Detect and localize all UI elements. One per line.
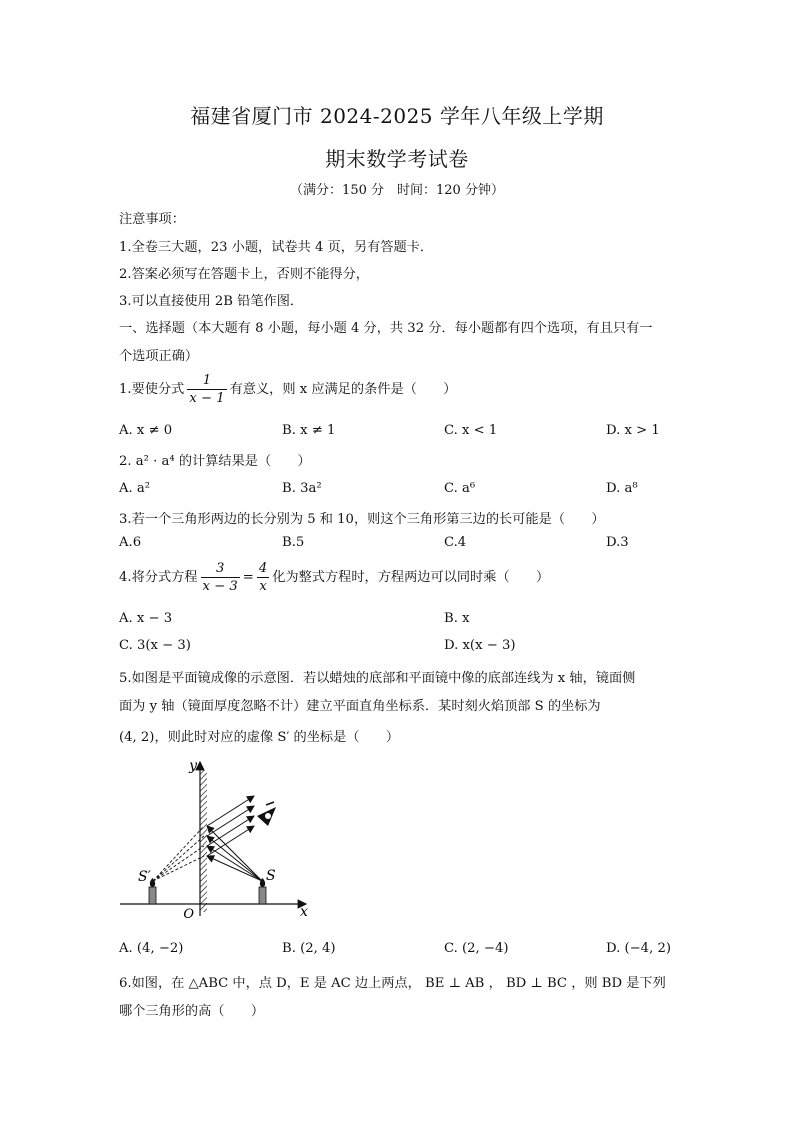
question-4-option-a[interactable]: A. x − 3 (119, 611, 173, 626)
exam-title-line1: 福建省厦门市 2024-2025 学年八年级上学期 (190, 104, 604, 128)
question-1-option-d[interactable]: D. x > 1 (606, 423, 660, 438)
x-axis-label: x (300, 904, 308, 920)
section1-heading-line2: 个选项正确） (119, 349, 199, 364)
question-4-fraction-right (257, 560, 269, 595)
question-1-stem-pre: 1.要使分式 (119, 382, 185, 397)
question-4-fraction-left-numerator: 3 (201, 560, 240, 578)
question-2-option-a[interactable]: A. a² (119, 481, 151, 496)
eye-icon (257, 802, 276, 826)
question-4-fraction-left (201, 560, 240, 595)
question-3-stem: 3.若一个三角形两边的长分别为 5 和 10，则这个三角形第三边的长可能是（ ） (119, 512, 605, 527)
note-item-1: 1.全卷三大题，23 小题，试卷共 4 页，另有答题卡． (119, 240, 434, 255)
note-item-2: 2.答案必须写在答题卡上，否则不能得分， (119, 267, 369, 282)
point-s-label: S (266, 868, 276, 884)
question-2-stem: 2. a² · a⁴ 的计算结果是（ ） (119, 454, 311, 469)
question-5-option-b[interactable]: B. (2, 4) (282, 941, 336, 956)
question-4-option-b[interactable]: B. x (444, 611, 470, 626)
note-item-3: 3.可以直接使用 2B 铅笔作图． (119, 294, 304, 309)
question-3-option-c[interactable]: C.4 (444, 535, 467, 550)
virtual-ray-4 (153, 856, 204, 881)
question-3-option-b[interactable]: B.5 (282, 535, 305, 550)
question-2-option-c[interactable]: C. a⁶ (444, 481, 476, 496)
question-5-stem-line1: 5.如图是平面镜成像的示意图．若以蜡烛的底部和平面镜中像的底部连线为 x 轴，镜面侧 (119, 671, 636, 686)
question-5-option-a[interactable]: A. (4, −2) (119, 941, 184, 956)
point-s-prime-label: S′ (138, 869, 151, 885)
question-1-option-a[interactable]: A. x ≠ 0 (119, 423, 173, 438)
question-1-option-c[interactable]: C. x < 1 (444, 423, 498, 438)
question-4-stem (119, 560, 549, 595)
virtual-ray-2 (153, 836, 204, 881)
question-1-stem (119, 372, 456, 407)
question-5-stem-line3: (4, 2)，则此时对应的虚像 S′ 的坐标是（ ） (119, 730, 400, 745)
question-4-option-c[interactable]: C. 3(x − 3) (119, 638, 191, 653)
section1-heading-line1: 一、选择题（本大题有 8 小题，每小题 4 分，共 32 分．每小题都有四个选项，有且只有一 (119, 321, 653, 336)
question-3-option-a[interactable]: A.6 (119, 535, 142, 550)
question-4-option-d[interactable]: D. x(x − 3) (444, 638, 516, 653)
question-4-fraction-right-denominator: x (259, 579, 267, 594)
y-axis-label: y (189, 758, 197, 774)
virtual-ray-3 (153, 846, 204, 881)
question-4-stem-pre: 4.将分式方程 (119, 570, 198, 585)
question-4-stem-post: 化为整式方程时，方程两边可以同时乘（ ） (272, 570, 550, 585)
question-1-stem-post: 有意义，则 x 应满足的条件是（ ） (229, 382, 457, 397)
incident-ray-1 (207, 826, 262, 881)
question-4-fraction-left-denominator: x − 3 (202, 579, 238, 594)
question-2-option-b[interactable]: B. 3a² (282, 481, 322, 496)
origin-label: O (183, 907, 194, 922)
incident-ray-2 (207, 836, 262, 881)
exam-subtitle: （满分：150 分 时间：120 分钟） (290, 183, 504, 198)
real-candle (259, 887, 266, 904)
question-1-fraction (187, 372, 226, 407)
question-1-fraction-numerator: 1 (187, 372, 226, 390)
incident-ray-4 (207, 856, 262, 881)
virtual-ray-1 (153, 826, 204, 881)
virtual-candle (149, 887, 156, 904)
question-6-stem-line1: 6.如图，在 △ABC 中，点 D，E 是 AC 边上两点， BE ⊥ AB ， BD ⊥ BC ，则 BD 是下列 (119, 976, 666, 991)
question-4-fraction-right-numerator: 4 (258, 561, 268, 576)
question-4-equals-sign: = (242, 570, 254, 585)
question-5-stem-line2: 面为 y 轴（镜面厚度忽略不计）建立平面直角坐标系．某时刻火焰顶部 S 的坐标为 (119, 699, 601, 714)
notes-heading: 注意事项： (119, 212, 185, 227)
question-5-option-d[interactable]: D. (−4, 2) (606, 941, 671, 956)
question-1-option-b[interactable]: B. x ≠ 1 (282, 423, 336, 438)
question-6-stem-line2: 哪个三角形的高（ ） (119, 1004, 265, 1019)
mirror-reflection-figure (116, 756, 316, 924)
question-2-option-d[interactable]: D. a⁸ (606, 481, 638, 496)
question-5-option-c[interactable]: C. (2, −4) (444, 941, 509, 956)
mirror-hatching (200, 770, 207, 912)
exam-title-line2: 期末数学考试卷 (325, 147, 469, 171)
question-3-option-d[interactable]: D.3 (606, 535, 629, 550)
question-1-fraction-denominator: x − 1 (189, 391, 225, 406)
